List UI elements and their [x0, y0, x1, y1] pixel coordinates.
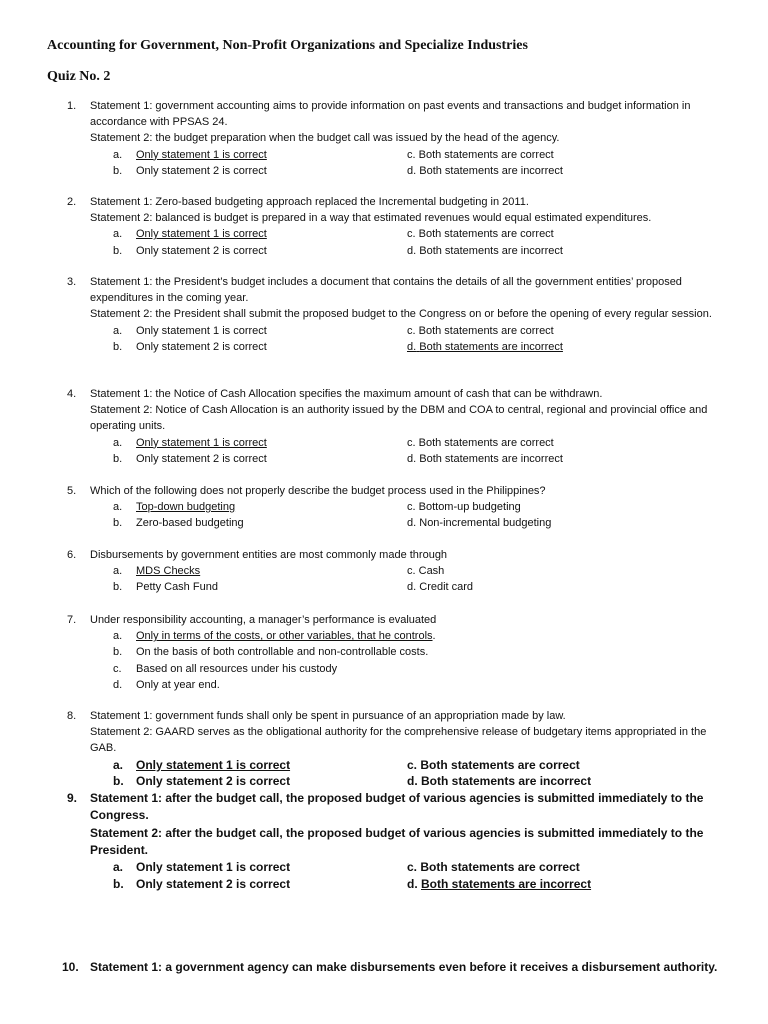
document-title: Accounting for Government, Non-Profit Organizations and Specialize Industries — [47, 38, 528, 53]
option-b: b. Petty Cash Fund — [113, 581, 218, 594]
correct-answer: Both statements are incorrect — [419, 340, 563, 353]
answer-options — [90, 859, 720, 894]
correct-answer: Only statement 1 is correct — [136, 757, 291, 772]
option-b: b. Only statement 2 is correct — [113, 774, 291, 789]
statement-line: Statement 2: GAARD serves as the obligational authority for the comprehensive release of budgetary items appropriated in the GAB. — [90, 726, 707, 755]
statement-line: Statement 1: after the budget call, the proposed budget of various agencies is submitted immediately to the Congress. — [90, 791, 704, 823]
option-a: a. Top-down budgeting — [113, 501, 236, 514]
question-text — [90, 547, 720, 563]
question-text — [90, 959, 720, 976]
question-8 — [0, 708, 768, 790]
statement-line: Statement 1: government accounting aims to provide information on past events and transactions and budget information in accordance with PPSAS 24. — [90, 100, 691, 129]
option-c: c. Both statements are correct — [407, 757, 580, 772]
option-a: a. Only in terms of the costs, or other variables, that he controls. — [113, 630, 436, 643]
answer-options — [90, 563, 720, 595]
option-d: d. Both statements are incorrect — [407, 340, 563, 353]
answer-options — [90, 499, 720, 531]
option-d: d. Both statements are incorrect — [407, 244, 563, 257]
question-text — [90, 386, 720, 435]
question-1 — [0, 98, 768, 179]
statement-line: Which of the following does not properly describe the budget process used in the Philippines? — [90, 485, 546, 497]
quiz-subtitle: Quiz No. 2 — [47, 69, 111, 84]
answer-options — [90, 435, 720, 467]
question-7 — [0, 612, 768, 693]
option-c: c. Both statements are correct — [407, 324, 554, 337]
statement-line: Disbursements by government entities are most commonly made through — [90, 549, 448, 561]
question-number: 9. — [67, 791, 78, 805]
answer-options — [90, 628, 720, 693]
statement-line: Statement 2: Notice of Cash Allocation is an authority issued by the DBM and COA to central, regional and provincial office and operating units. — [90, 404, 708, 433]
statement-line: Statement 1: the Notice of Cash Allocation specifies the maximum amount of cash that can be withdrawn. — [90, 388, 603, 400]
question-number: 2. — [67, 196, 77, 208]
statement-line: Statement 1: Zero-based budgeting approach replaced the Incremental budgeting in 2011. — [90, 196, 529, 208]
option-d: d. Both statements are incorrect — [407, 452, 563, 465]
correct-answer: MDS Checks — [136, 565, 201, 578]
question-10 — [0, 959, 768, 976]
option-c: c. Bottom-up budgeting — [407, 501, 521, 514]
option-a: a. Only statement 1 is correct — [113, 757, 291, 772]
option-c: c. Both statements are correct — [407, 860, 580, 875]
answer-options — [90, 757, 720, 790]
question-4 — [0, 386, 768, 467]
question-6 — [0, 547, 768, 596]
option-c: c. Cash — [407, 565, 445, 578]
statement-line: Statement 2: the President shall submit the proposed budget to the Congress on or before the opening of every regular session. — [90, 308, 712, 321]
question-2 — [0, 194, 768, 259]
answer-options — [90, 226, 720, 258]
question-number: 4. — [67, 388, 77, 400]
option-c: c. Both statements are correct — [407, 228, 554, 241]
question-text — [90, 274, 720, 323]
question-text — [90, 612, 720, 628]
statement-line: Statement 1: government funds shall only be spent in pursuance of an appropriation made by law. — [90, 710, 566, 722]
correct-answer: Both statements are incorrect — [421, 877, 592, 892]
question-number: 10. — [62, 960, 79, 974]
option-a: a. Only statement 1 is correct — [113, 228, 267, 241]
option-c: c. Both statements are correct — [407, 436, 554, 449]
option-b: b. Only statement 2 is correct — [113, 164, 267, 177]
correct-answer: Only statement 1 is correct — [136, 228, 267, 241]
correct-answer: Top-down budgeting — [136, 501, 236, 514]
option-b: b. On the basis of both controllable and non-controllable costs. — [113, 646, 429, 659]
option-b: b. Only statement 2 is correct — [113, 452, 267, 465]
question-number: 3. — [67, 276, 77, 288]
question-number: 7. — [67, 614, 77, 626]
option-a: a. Only statement 1 is correct — [113, 436, 267, 449]
question-9 — [0, 790, 768, 894]
option-d: d. Only at year end. — [113, 678, 220, 691]
option-a: a. Only statement 1 is correct — [113, 324, 267, 337]
option-a: a. MDS Checks — [113, 565, 201, 578]
option-d: d. Non-incremental budgeting — [407, 517, 552, 530]
question-number: 5. — [67, 485, 77, 497]
question-number: 1. — [67, 100, 77, 112]
option-b: b. Zero-based budgeting — [113, 517, 244, 530]
question-text — [90, 98, 720, 147]
option-d: d. Both statements are incorrect — [407, 774, 592, 789]
statement-line: Statement 2: the budget preparation when the budget call was issued by the head of the agency. — [90, 132, 560, 145]
statement-line: Statement 1: a government agency can make disbursements even before it receives a disbursement authority. — [90, 960, 718, 974]
option-c: c. Based on all resources under his custody — [113, 662, 338, 675]
option-d: d. Both statements are incorrect — [407, 164, 563, 177]
question-number: 6. — [67, 549, 77, 561]
correct-answer: Only statement 1 is correct — [136, 148, 267, 161]
question-text — [90, 483, 720, 499]
option-a: a. Only statement 1 is correct — [113, 148, 267, 161]
question-number: 8. — [67, 710, 77, 722]
question-text — [90, 790, 720, 859]
option-c: c. Both statements are correct — [407, 148, 554, 161]
correct-answer: Only statement 1 is correct — [136, 436, 267, 449]
option-d: d. Credit card — [407, 581, 474, 594]
statement-line: Statement 2: after the budget call, the proposed budget of various agencies is submitted immediately to the President. — [90, 825, 704, 857]
option-d: d. Both statements are incorrect — [407, 877, 592, 892]
question-text — [90, 194, 720, 226]
option-b: b. Only statement 2 is correct — [113, 340, 267, 353]
answer-options — [90, 147, 720, 179]
question-3 — [0, 274, 768, 355]
question-5 — [0, 483, 768, 532]
option-b: b. Only statement 2 is correct — [113, 877, 291, 892]
statement-line: Statement 2: balanced is budget is prepared in a way that estimated revenues would equal estimated expenditures. — [90, 212, 652, 225]
statement-line: Statement 1: the President’s budget includes a document that contains the details of all the government entities’ proposed expenditures in the coming year. — [90, 276, 682, 305]
question-text — [90, 708, 720, 757]
option-b: b. Only statement 2 is correct — [113, 244, 267, 257]
option-a: a. Only statement 1 is correct — [113, 860, 291, 875]
answer-options — [90, 323, 720, 355]
correct-answer: Only in terms of the costs, or other variables, that he controls — [136, 630, 433, 643]
statement-line: Under responsibility accounting, a manager’s performance is evaluated — [90, 614, 437, 626]
